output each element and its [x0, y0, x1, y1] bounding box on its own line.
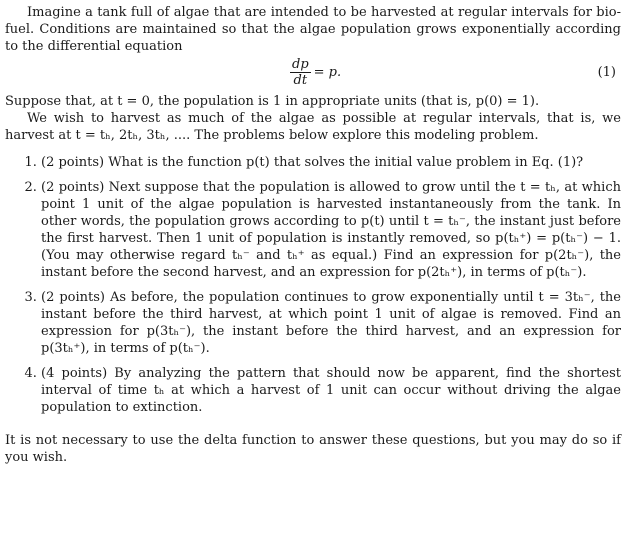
problem-3: 3. (2 points) As before, the population continues to grow exponentially until t = 3tₕ⁻, the instant before the third harvest, at which point 1 unit of algae is removed. Find an expression for p(3tₕ⁻), the instant before the third harvest, and an expression for p(3tₕ⁺), in terms of p(tₕ⁻). — [41, 289, 621, 357]
fraction-numerator: dp — [292, 57, 309, 72]
equation-number: (1) — [597, 65, 616, 80]
problem-1: 1. (2 points) What is the function p(t) that solves the initial value problem in Eq. (1)? — [41, 154, 621, 171]
equation-row — [5, 55, 621, 93]
harvest-paragraph: We wish to harvest as much of the algae as possible at regular intervals, that is, we harvest at t = tₕ, 2tₕ, 3tₕ, .... The problems below explore this modeling problem. — [5, 111, 621, 143]
intro-paragraph: Imagine a tank full of algae that are intended to be harvested at regular intervals for bio-fuel. Conditions are maintained so that the algae population grows exponentially according to the differential equation — [5, 5, 621, 54]
differential-equation — [290, 57, 341, 88]
equation-rhs: = p. — [313, 65, 342, 80]
fraction-denominator: dt — [293, 73, 308, 88]
problem-2: 2. (2 points) Next suppose that the population is allowed to grow until the t = tₕ, at which point 1 unit of the algae population is harvested instantaneously from the tank. In other words, the population grows according to p(t) until t = tₕ⁻, the instant just before the first harvest. Then 1 unit of population is instantly removed, so p(tₕ⁺) = p(tₕ⁻) − 1. (You may otherwise regard tₕ⁻ and tₕ⁺ as equal.) Find an expression for p(2tₕ⁻), the instant before the second harvest, and an expression for p(2tₕ⁺), in terms of p(tₕ⁻). — [41, 179, 621, 281]
initial-condition-paragraph: Suppose that, at t = 0, the population is 1 in appropriate units (that is, p(0) = 1). — [5, 94, 540, 109]
derivative-fraction — [290, 57, 311, 88]
footer-note: It is not necessary to use the delta function to answer these questions, but you may do so if you wish. — [5, 433, 621, 465]
problem-list — [5, 154, 621, 416]
problem-4: 4. (4 points) By analyzing the pattern that should now be apparent, find the shortest interval of time tₕ at which a harvest of 1 unit can occur without driving the algae population to extinction. — [41, 365, 621, 416]
